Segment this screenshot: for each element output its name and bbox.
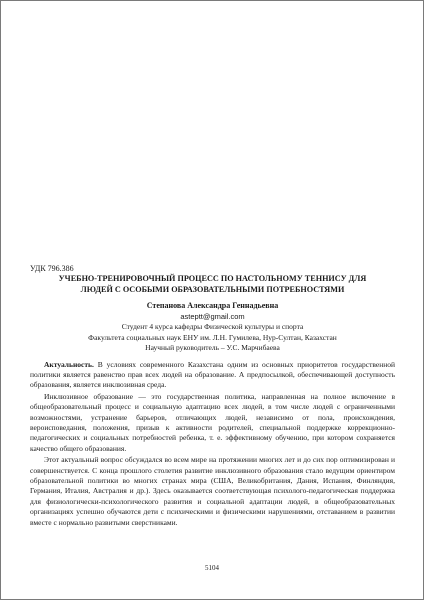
paragraph-lead: Актуальность. [44, 359, 94, 369]
article-content [30, 264, 395, 529]
author-email: asteptt@gmail.com [180, 312, 245, 321]
page-number: 5104 [205, 564, 219, 572]
affiliation-line: Студент 4 курса кафедры Физической культуры и спорта [121, 322, 304, 331]
affiliation-line: Научный руководитель – У.С. Марчибаева [145, 343, 280, 352]
body-paragraph [30, 392, 395, 454]
article-body [30, 360, 395, 529]
body-paragraph [30, 360, 395, 391]
paragraph-text: Инклюзивное образование — это государственная политика, направленная на полное включение в общеобразовательный процесс и социальную адаптацию всех людей, в том числе людей с ограниченными возможностями, устранение барьеров, отличающих людей, независимо от пола, происхождения, вероисповедания, положения, призыв к активности родителей, специальной поддержке коррекционно-педагогических и социальных потребностей ребенка, т. е. эффективному обучению, при котором сохраняется качество общего образования. [30, 391, 395, 453]
affiliation-line: Факультета социальных наук ЕНУ им. Л.Н. Гумилева, Нур-Султан, Казахстан [88, 332, 337, 342]
body-paragraph [30, 455, 395, 528]
affiliation-block [30, 322, 395, 354]
paragraph-text: Этот актуальный вопрос обсуждался во всем мире на протяжении многих лет и до сих пор оптимизирован и совершенствуется. С конца прошлого столетия развитие инклюзивного образования стало ведущим ориентиром образовательной политики во многих странах мира (США, Великобритания, Дания, Испания, Финляндия, Германия, Италия, Австралия и др.). Здесь оказывается соответствующая психолого-педагогическая поддержка для физиологически-психологического развития и социальной адаптации людей, в общеобразовательных организациях успешно обучаются дети с психическими и физическими нарушениями, отставанием в развитии вместе с нормально развитыми сверстниками. [30, 455, 395, 527]
paragraph-text: В условиях современного Казахстана одним из основных приоритетов государственной политики является равенство прав всех людей на образование. А предпосылкой, обеспечивающей доступность образования, является инклюзивная среда. [30, 359, 395, 390]
title-line: ЛЮДЕЙ С ОСОБЫМИ ОБРАЗОВАТЕЛЬНЫМИ ПОТРЕБНОСТЯМИ [80, 284, 345, 294]
article-title [30, 274, 395, 295]
author-name: Степанова Александра Геннадьевна [146, 301, 279, 310]
title-line: УЧЕБНО-ТРЕНИРОВОЧНЫЙ ПРОЦЕСС ПО НАСТОЛЬНОМУ ТЕННИСУ ДЛЯ [58, 274, 367, 283]
udc-code: УДК 796.386 [30, 264, 74, 273]
